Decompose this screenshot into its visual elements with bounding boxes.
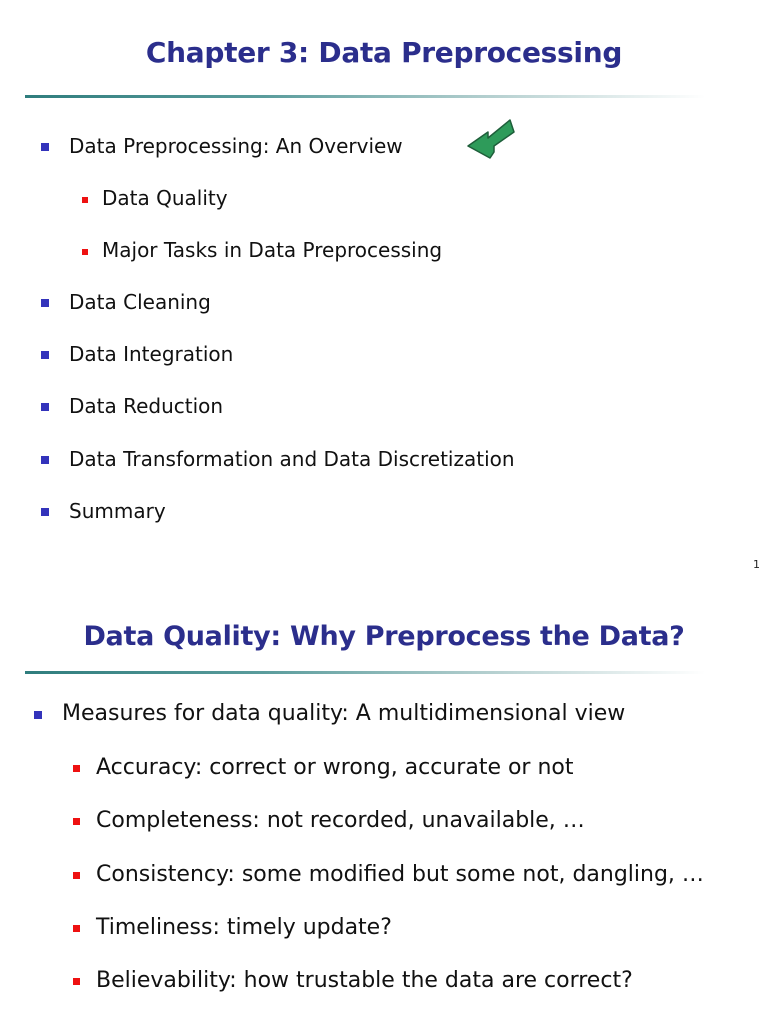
list-item: Summary (69, 499, 166, 523)
list-item: Accuracy: correct or wrong, accurate or not (96, 755, 574, 780)
page-number: 1 (753, 558, 760, 571)
list-item: Data Preprocessing: An Overview (69, 134, 403, 158)
slide-2 (0, 585, 768, 1024)
list-item: Measures for data quality: A multidimensional view (62, 701, 626, 726)
bullet-icon (41, 143, 49, 151)
bullet-icon (34, 711, 42, 719)
bullet-icon (73, 925, 80, 932)
list-item: Timeliness: timely update? (96, 915, 392, 940)
slide-2-title: Data Quality: Why Preprocess the Data? (83, 621, 685, 652)
bullet-icon (41, 456, 49, 464)
bullet-icon (73, 765, 80, 772)
list-item: Data Cleaning (69, 290, 211, 314)
bullet-icon (82, 249, 88, 255)
bullet-icon (73, 978, 80, 985)
list-item: Data Reduction (69, 394, 224, 418)
title-divider (25, 95, 705, 98)
bullet-icon (82, 197, 88, 203)
bullet-icon (41, 299, 49, 307)
list-item: Believability: how trustable the data are correct? (96, 968, 633, 993)
list-item: Data Transformation and Data Discretization (69, 447, 515, 471)
title-divider (25, 671, 705, 674)
list-item: Data Quality (102, 186, 228, 210)
bullet-icon (41, 508, 49, 516)
list-item: Data Integration (69, 342, 234, 366)
list-item: Major Tasks in Data Preprocessing (102, 238, 443, 262)
list-item: Consistency: some modified but some not, dangling, … (96, 862, 704, 887)
green-arrow-left-icon (466, 116, 516, 160)
bullet-icon (41, 351, 49, 359)
bullet-icon (73, 872, 80, 879)
bullet-icon (73, 818, 80, 825)
slide-1-title: Chapter 3: Data Preprocessing (145, 36, 623, 69)
bullet-icon (41, 403, 49, 411)
list-item: Completeness: not recorded, unavailable, … (96, 808, 585, 833)
